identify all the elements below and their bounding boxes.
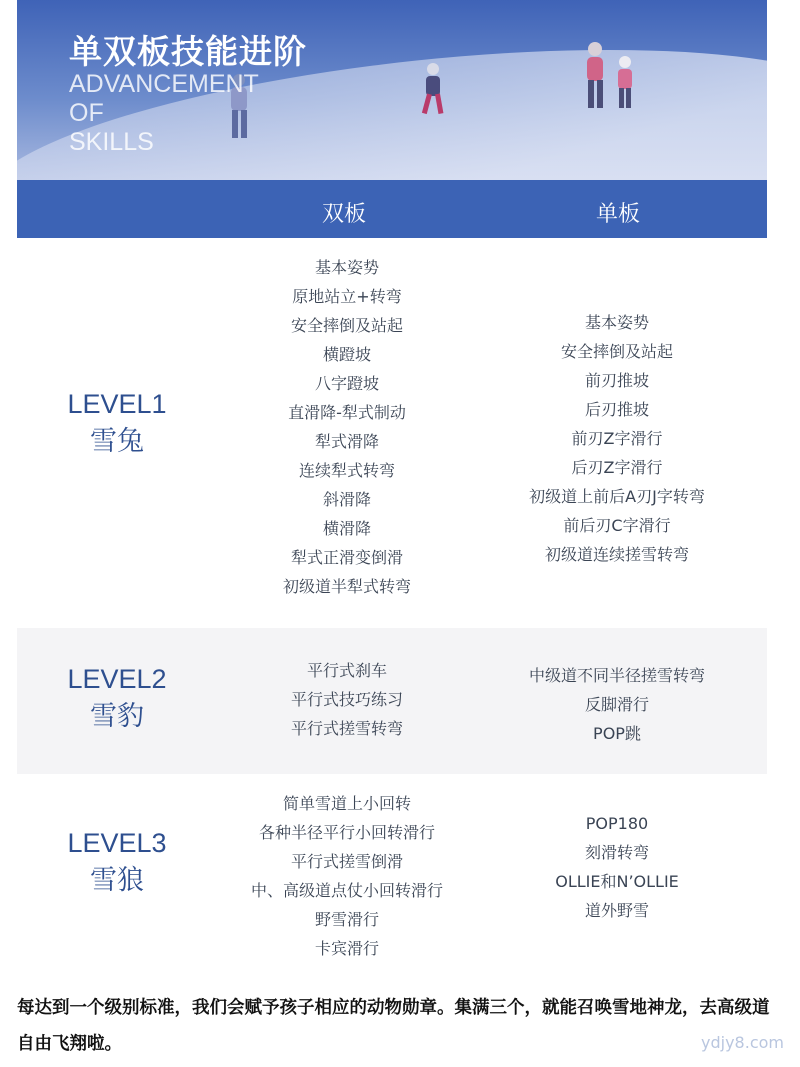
skill-item: 中、高级道点仗小回转滑行 bbox=[250, 881, 443, 900]
skill-item: 简单雪道上小回转 bbox=[282, 794, 411, 813]
skill-item: 直滑降-犁式制动 bbox=[288, 403, 406, 422]
hero-banner bbox=[17, 0, 767, 180]
skill-item: 八字蹬坡 bbox=[314, 374, 379, 393]
level1-snowboard-skills bbox=[487, 308, 747, 569]
skier-child-image bbox=[417, 60, 457, 120]
level2-title: LEVEL2 bbox=[67, 664, 167, 694]
level1-label bbox=[17, 385, 217, 461]
subtitle-line: OF bbox=[69, 99, 104, 127]
level2-section bbox=[17, 628, 767, 774]
level1-section bbox=[17, 238, 767, 628]
skill-item: 前刃推坡 bbox=[584, 371, 649, 390]
skill-item: OLLIE和N’OLLIE bbox=[555, 872, 679, 891]
skill-item: 卡宾滑行 bbox=[314, 939, 379, 958]
skill-item: 初级道上前后A刃J字转弯 bbox=[529, 487, 705, 506]
page-title: 单双板技能进阶 bbox=[69, 32, 307, 71]
skill-item: 基本姿势 bbox=[584, 313, 649, 332]
skill-item: 前后刃C字滑行 bbox=[563, 516, 671, 535]
skill-item: POP跳 bbox=[593, 724, 641, 743]
level1-ski-skills bbox=[242, 253, 452, 601]
page-subtitle bbox=[69, 70, 329, 157]
skill-item: 各种半径平行小回转滑行 bbox=[258, 823, 435, 842]
skill-item: 连续犁式转弯 bbox=[298, 461, 395, 480]
caption-text: 每达到一个级别标准，我们会赋予孩子相应的动物勋章。集满三个，就能召唤雪地神龙，去高级道自由飞翔啦。 bbox=[17, 998, 770, 1054]
skill-item: 初级道连续搓雪转弯 bbox=[544, 545, 689, 564]
level3-label bbox=[17, 824, 217, 900]
skill-item: 初级道半犁式转弯 bbox=[282, 577, 411, 596]
skill-item: 前刃Z字滑行 bbox=[571, 429, 663, 448]
skill-item: 斜滑降 bbox=[322, 490, 371, 509]
level2-label bbox=[17, 660, 217, 736]
skill-item: 原地站立+转弯 bbox=[292, 287, 402, 306]
subtitle-line: SKILLS bbox=[69, 128, 154, 156]
level3-section bbox=[17, 774, 767, 970]
skill-item: 平行式刹车 bbox=[306, 661, 387, 680]
skill-item: 平行式搓雪倒滑 bbox=[290, 852, 403, 871]
skill-item: 横蹬坡 bbox=[322, 345, 371, 364]
level3-title: LEVEL3 bbox=[67, 828, 167, 858]
column-header-ski: 双板 bbox=[322, 202, 367, 227]
column-header-row bbox=[17, 180, 767, 238]
skier-children-image bbox=[577, 40, 647, 115]
level2-snowboard-skills bbox=[487, 661, 747, 748]
skill-item: 犁式滑降 bbox=[314, 432, 379, 451]
skill-item: 后刃推坡 bbox=[584, 400, 649, 419]
watermark: ydjy8.com bbox=[701, 1033, 784, 1052]
subtitle-line: ADVANCEMENT bbox=[69, 70, 259, 98]
skills-card bbox=[17, 0, 767, 970]
skill-item: 中级道不同半径搓雪转弯 bbox=[528, 666, 705, 685]
level1-animal: 雪兔 bbox=[90, 426, 144, 457]
skill-item: 横滑降 bbox=[322, 519, 371, 538]
level3-snowboard-skills bbox=[487, 809, 747, 925]
skill-item: POP180 bbox=[585, 814, 649, 833]
skill-item: 平行式搓雪转弯 bbox=[290, 719, 403, 738]
skill-item: 平行式技巧练习 bbox=[290, 690, 403, 709]
level3-ski-skills bbox=[227, 789, 467, 963]
skill-item: 野雪滑行 bbox=[314, 910, 379, 929]
level2-animal: 雪豹 bbox=[90, 701, 144, 732]
skill-item: 安全摔倒及站起 bbox=[560, 342, 673, 361]
skill-item: 犁式正滑变倒滑 bbox=[290, 548, 403, 567]
skill-item: 刻滑转弯 bbox=[584, 843, 649, 862]
skill-item: 后刃Z字滑行 bbox=[571, 458, 663, 477]
skill-item: 基本姿势 bbox=[314, 258, 379, 277]
skill-item: 道外野雪 bbox=[584, 901, 649, 920]
level3-animal: 雪狼 bbox=[90, 865, 144, 896]
level2-ski-skills bbox=[242, 656, 452, 743]
level1-title: LEVEL1 bbox=[67, 389, 167, 419]
column-header-snowboard: 单板 bbox=[596, 202, 641, 227]
skill-item: 安全摔倒及站起 bbox=[290, 316, 403, 335]
skill-item: 反脚滑行 bbox=[584, 695, 649, 714]
